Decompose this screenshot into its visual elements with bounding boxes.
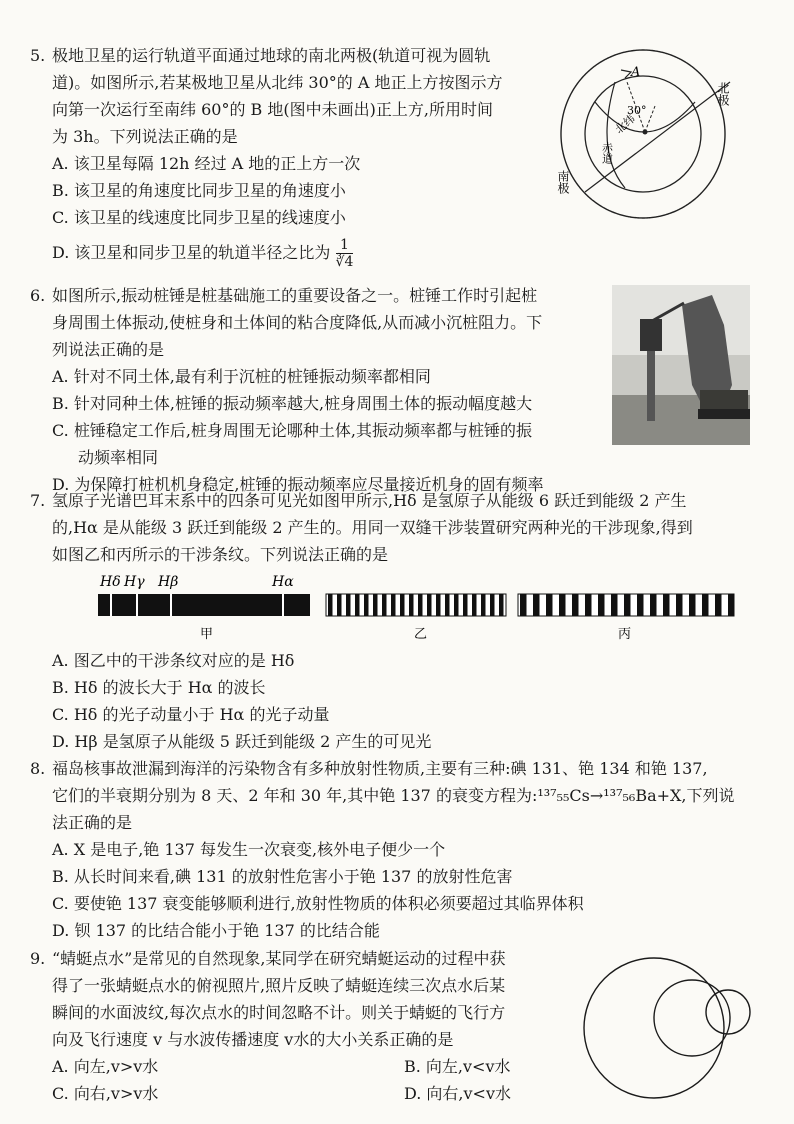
option-c: C. 要使铯 137 衰变能够顺利进行,放射性物质的体积必须要超过其临界体积 — [52, 894, 584, 913]
fringe-band — [546, 594, 553, 616]
spectrum-label-h-gamma: Hγ — [124, 574, 145, 590]
option-a: A. 针对不同土体,最有利于沉桩的桩锤振动频率都相同 — [52, 367, 431, 386]
question-number: 9. — [30, 949, 46, 968]
option-row — [30, 1080, 511, 1107]
figure-label-yi: 乙 — [414, 627, 428, 642]
fringe-band — [702, 594, 709, 616]
fringe-band — [463, 594, 468, 616]
option-d: D. Hβ 是氢原子从能级 5 跃迁到能级 2 产生的可见光 — [52, 732, 432, 751]
question-5 — [30, 42, 503, 270]
fraction-denominator: ∛4 — [335, 254, 354, 270]
question-7-options — [30, 647, 431, 755]
fringe-band — [382, 594, 387, 616]
angle-label: 30° — [627, 104, 647, 117]
option-d: D. 向右,v<v水 — [404, 1084, 512, 1103]
option-c: C. 向右,v>v水 — [52, 1084, 159, 1103]
pile-driver-photo — [612, 285, 750, 445]
option-b: B. 从长时间来看,碘 131 的放射性危害小于铯 137 的放射性危害 — [52, 867, 513, 886]
spectrum-fringes-figure — [96, 570, 756, 642]
option-d-text: D. 该卫星和同步卫星的轨道半径之比为 — [52, 243, 331, 262]
fringe-band — [533, 594, 540, 616]
equator-label: 赤道 — [600, 142, 614, 164]
fringe-band — [585, 594, 592, 616]
fringe-band — [481, 594, 486, 616]
fringe-band — [346, 594, 351, 616]
fringe-band — [676, 594, 683, 616]
question-number: 6. — [30, 286, 46, 305]
point-a-label: A — [631, 65, 641, 80]
question-number: 7. — [30, 491, 46, 510]
fringe-band — [598, 594, 605, 616]
fringe-band — [355, 594, 360, 616]
option-a: A. 图乙中的干涉条纹对应的是 Hδ — [52, 651, 295, 670]
fringe-band — [472, 594, 477, 616]
fringe-band — [611, 594, 618, 616]
question-text: 氢原子光谱巴耳末系中的四条可见光如图甲所示,Hδ 是氢原子从能级 6 跃迁到能级 2 产生 — [52, 491, 687, 510]
option-b: B. 针对同种土体,桩锤的振动频率越大,桩身周围土体的振动幅度越大 — [52, 394, 533, 413]
option-c: C. 桩锤稳定工作后,桩身周围无论哪种土体,其振动频率都与桩锤的振 — [52, 421, 533, 440]
spectrum-label-h-alpha: Hα — [272, 574, 294, 590]
fringe-band — [559, 594, 566, 616]
option-c-continued: 动频率相同 — [78, 448, 159, 467]
globe-figure — [555, 42, 765, 222]
fringe-band — [499, 594, 504, 616]
question-text: 法正确的是 — [52, 813, 133, 832]
question-text: 瞬间的水面波纹,每次点水的时间忽略不计。则关于蜻蜓的飞行方 — [52, 1003, 506, 1022]
fringe-band — [689, 594, 696, 616]
question-text: 道)。如图所示,若某极地卫星从北纬 30°的 A 地正上方按图示方 — [52, 73, 503, 92]
fringe-band — [520, 594, 527, 616]
question-text: 福岛核事故泄漏到海洋的污染物含有多种放射性物质,主要有三种:碘 131、铯 134 和铯 137, — [52, 759, 708, 778]
option-row — [30, 1053, 511, 1080]
fringe-band — [337, 594, 342, 616]
option-b: B. 向左,v<v水 — [404, 1057, 511, 1076]
option-c: C. 该卫星的线速度比同步卫星的线速度小 — [52, 208, 346, 227]
question-text: 列说法正确的是 — [52, 340, 165, 359]
question-text: 它们的半衰期分别为 8 天、2 年和 30 年,其中铯 137 的衰变方程为:¹³⁷₅₅Cs→¹³⁷₅₆Ba+X,下列说 — [52, 786, 735, 805]
fringe-band — [715, 594, 722, 616]
fringe-band — [400, 594, 405, 616]
fringe-band — [391, 594, 396, 616]
fraction-numerator: 1 — [336, 237, 353, 254]
option-b: B. 该卫星的角速度比同步卫星的角速度小 — [52, 181, 346, 200]
question-number: 5. — [30, 46, 46, 65]
question-text: “蜻蜓点水”是常见的自然现象,某同学在研究蜻蜓运动的过程中获 — [52, 949, 506, 968]
fringe-band — [490, 594, 495, 616]
fringe-band — [445, 594, 450, 616]
option-d: D. 钡 137 的比结合能小于铯 137 的比结合能 — [52, 921, 380, 940]
question-text: 极地卫星的运行轨道平面通过地球的南北两极(轨道可视为圆轨 — [52, 46, 491, 65]
fringe-band — [728, 594, 735, 616]
question-8 — [30, 755, 735, 944]
question-text: 如图所示,振动桩锤是桩基础施工的重要设备之一。桩锤工作时引起桩 — [52, 286, 538, 305]
question-number: 8. — [30, 759, 46, 778]
fringe-band — [364, 594, 369, 616]
fringe-band — [427, 594, 432, 616]
fringe-pattern-yi — [326, 594, 506, 616]
option-a: A. X 是电子,铯 137 每发生一次衰变,核外电子便少一个 — [52, 840, 446, 859]
figure-label-bing: 丙 — [618, 627, 632, 642]
south-pole-label: 南极 — [556, 170, 570, 194]
question-text: 的,Hα 是从能级 3 跃迁到能级 2 产生的。用同一双缝干涉装置研究两种光的干涉现象,得到 — [52, 518, 693, 537]
north-pole-label: 北极 — [716, 82, 730, 106]
fringe-band — [637, 594, 644, 616]
fringe-band — [650, 594, 657, 616]
fringe-band — [328, 594, 333, 616]
water-ripples-figure — [582, 948, 772, 1108]
fringe-band — [409, 594, 414, 616]
option-d — [30, 237, 503, 270]
spectrum-label-h-delta: Hδ — [100, 574, 121, 590]
question-text: 为 3h。下列说法正确的是 — [52, 127, 238, 146]
spectrum-label-h-beta: Hβ — [158, 574, 179, 590]
question-text: 向及飞行速度 v 与水波传播速度 v水的大小关系正确的是 — [52, 1030, 454, 1049]
fringe-band — [418, 594, 423, 616]
question-9 — [30, 945, 511, 1107]
option-d: D. 为保障打桩机机身稳定,桩锤的振动频率应尽量接近机身的固有频率 — [52, 475, 544, 494]
option-c: C. Hδ 的光子动量小于 Hα 的光子动量 — [52, 705, 330, 724]
option-a: A. 该卫星每隔 12h 经过 A 地的正上方一次 — [52, 154, 361, 173]
question-text: 如图乙和丙所示的干涉条纹。下列说法正确的是 — [52, 545, 389, 564]
figure-label-jia: 甲 — [200, 627, 214, 642]
fringe-band — [663, 594, 670, 616]
fringe-band — [572, 594, 579, 616]
question-text: 得了一张蜻蜓点水的俯视照片,照片反映了蜻蜓连续三次点水后某 — [52, 976, 506, 995]
fringe-band — [454, 594, 459, 616]
question-7 — [30, 487, 693, 568]
option-b: B. Hδ 的波长大于 Hα 的波长 — [52, 678, 266, 697]
fringe-band — [373, 594, 378, 616]
question-text: 向第一次运行至南纬 60°的 B 地(图中未画出)正上方,所用时间 — [52, 100, 493, 119]
fringe-band — [624, 594, 631, 616]
fringe-band — [436, 594, 441, 616]
latitude-label: 北纬 — [612, 112, 638, 137]
fringe-pattern-bing — [518, 594, 735, 616]
question-text: 身周围土体振动,使桩身和土体间的粘合度降低,从而减小沉桩阻力。下 — [52, 313, 543, 332]
fraction — [336, 237, 354, 270]
question-6 — [30, 282, 544, 498]
option-a: A. 向左,v>v水 — [52, 1057, 159, 1076]
